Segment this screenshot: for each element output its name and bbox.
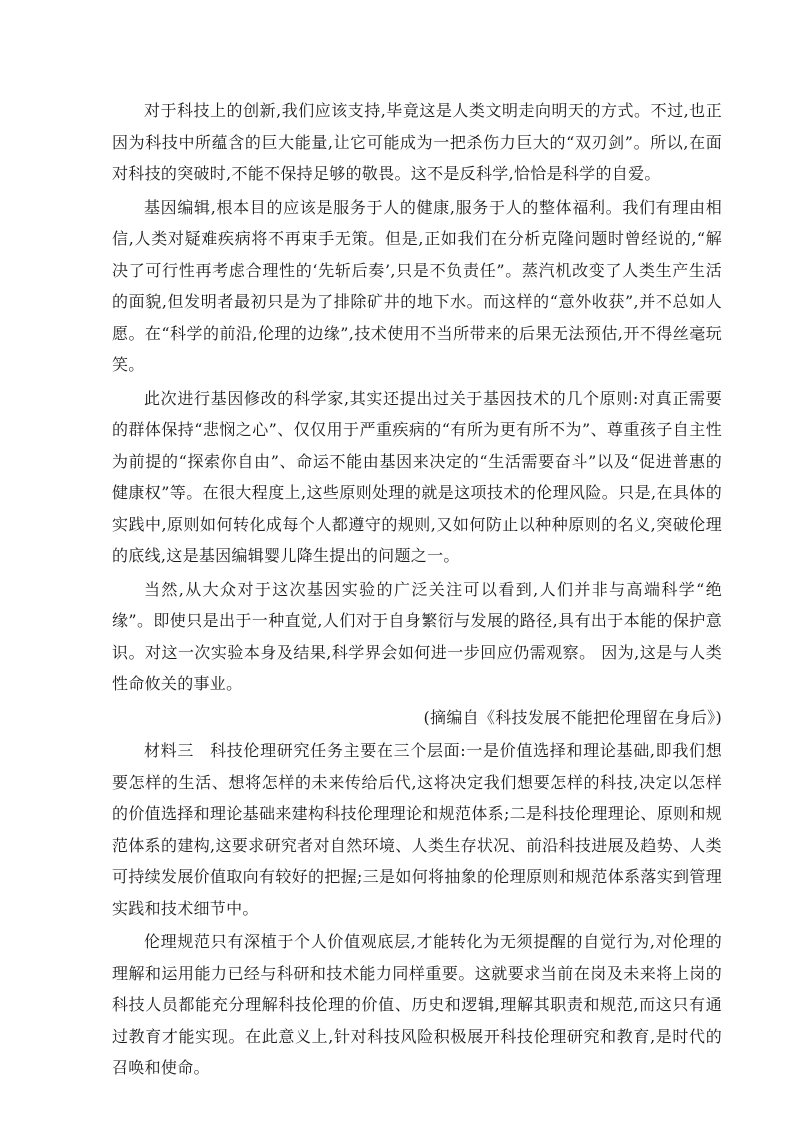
article-body: [112, 95, 722, 1086]
paragraph-material3: [112, 735, 722, 924]
paragraph-6: 伦理规范只有深植于个人价值观底层,才能转化为无须提醒的自觉行为,对伦理的理解和运用能力已经与科研和技术能力同样重要。这就要求当前在岗及未来将上岗的科技人员都能充分理解科技伦理的价值、历史和逻辑,理解其职责和规范,而这只有通过教育才能实现。在此意义上,针对科技风险积极展开科技伦理研究和教育,是时代的召唤和使命。: [112, 932, 722, 1077]
material3-label: 材料三: [144, 741, 195, 760]
material3-text: 科技伦理研究任务主要在三个层面:一是价值选择和理论基础,即我们想要怎样的生活、想将怎样的未来传给后代,这将决定我们想要怎样的科技,决定以怎样的价值选择和理论基础来建构科技伦理理论和规范体系;二是科技伦理理论、原则和规范体系的建构,这要求研究者对自然环境、人类生存状况、前沿科技进展及趋势、人类可持续发展价值取向有较好的把握;三是如何将抽象的伦理原则和规范体系落实到管理实践和技术细节中。: [112, 741, 723, 918]
paragraph-2: 基因编辑,根本目的应该是服务于人的健康,服务于人的整体福利。我们有理由相信,人类对疑难疾病将不再束手无策。但是,正如我们在分析克隆问题时曾经说的,“解决了可行性再考虑合理性的‘先斩后奏’,只是不负责任”。蒸汽机改变了人类生产生活的面貌,但发明者最初只是为了排除矿井的地下水。而这样的“意外收获”,并不总如人愿。在“科学的前沿,伦理的边缘”,技术使用不当所带来的后果无法预估,开不得丝毫玩笑。: [112, 197, 722, 374]
paragraph-4: 当然,从大众对于这次基因实验的广泛关注可以看到,人们并非与高端科学“绝缘”。即使只是出于一种直觉,人们对于自身繁衍与发展的路径,具有出于本能的保护意识。对这一次实验本身及结果,科学界会如何进一步回应仍需观察。 因为,这是与人类性命攸关的事业。: [112, 579, 722, 693]
paragraph-1: 对于科技上的创新,我们应该支持,毕竟这是人类文明走向明天的方式。不过,也正因为科技中所蕴含的巨大能量,让它可能成为一把杀伤力巨大的“双刃剑”。所以,在面对科技的突破时,不能不保持足够的敬畏。这不是反科学,恰恰是科学的自爱。: [112, 101, 722, 183]
source-citation: (摘编自《科技发展不能把伦理留在身后》): [423, 707, 722, 727]
paragraph-3: 此次进行基因修改的科学家,其实还提出过关于基因技术的几个原则:对真正需要的群体保持“悲悯之心”、仅仅用于严重疾病的“有所为更有所不为”、尊重孩子自主性为前提的“探索你自由”、命运不能由基因来决定的“生活需要奋斗”以及“促进普惠的健康权”等。在很大程度上,这些原则处理的就是这项技术的伦理风险。只是,在具体的实践中,原则如何转化成每个人都遵守的规则,又如何防止以种种原则的名义,突破伦理的底线,这是基因编辑婴儿降生提出的问题之一。: [112, 388, 722, 565]
